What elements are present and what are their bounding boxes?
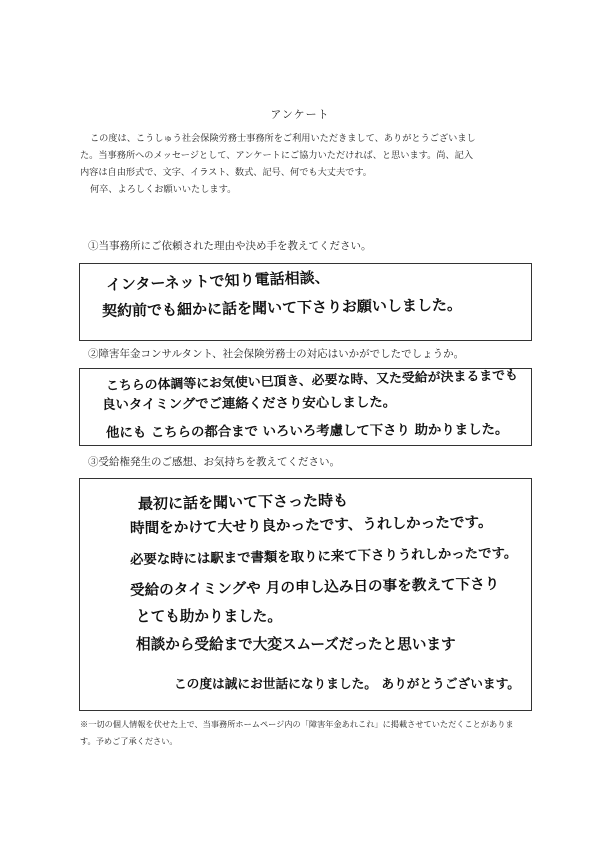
handwritten-line: この度は誠にお世話になりました。 ありがとうございます。 bbox=[174, 676, 520, 691]
handwritten-line: 最初に話を聞いて下さった時も bbox=[137, 491, 349, 513]
handwritten-line: こちらの体調等にお気使い巳頂き、必要な時、又た受給が決まるまでも bbox=[105, 368, 519, 394]
question-3-answer-box[interactable] bbox=[79, 478, 532, 711]
survey-intro bbox=[80, 130, 530, 198]
question-3-label: ③受給権発生のご感想、お気持ちを教えてください。 bbox=[88, 456, 340, 468]
handwritten-line: 相談から受給まで大変スムーズだったと思います bbox=[136, 636, 456, 653]
privacy-footnote bbox=[80, 716, 550, 750]
intro-line: 何卒、よろしくお願いいたします。 bbox=[90, 184, 237, 195]
question-1-label: ①当事務所にご依頼された理由や決め手を教えてください。 bbox=[88, 240, 372, 252]
handwritten-line: 契約前でも細かに話を聞いて下さりお願いしました。 bbox=[101, 295, 463, 320]
handwritten-line: 他にも こちらの都合まで いろいろ考慮して下さり 助かりました。 bbox=[105, 422, 509, 441]
handwritten-line: 時間をかけて大せり良かったです、うれしかったです。 bbox=[129, 513, 493, 537]
handwritten-line: 必要な時には駅まで書類を取りに来て下さりうれしかったです。 bbox=[129, 546, 518, 568]
survey-title: アンケート bbox=[270, 108, 330, 121]
question-1-answer-box[interactable] bbox=[79, 263, 532, 341]
intro-line: 内容は自由形式で、文字、イラスト、数式、記号、何でも大丈夫です。 bbox=[80, 167, 372, 178]
handwritten-line: とても助かりました。 bbox=[136, 608, 282, 625]
question-2-answer-box[interactable] bbox=[79, 368, 532, 446]
handwritten-line: インターネットで知り電話相談、 bbox=[105, 268, 330, 294]
question-2-label: ②障害年金コンサルタント、社会保険労務士の対応はいかがでしたでしょうか。 bbox=[88, 348, 465, 360]
intro-line: た。当事務所へのメッセージとして、アンケートにご協力いただければ、と思います。尚、記入 bbox=[80, 150, 474, 161]
handwritten-line: 良いタイミングでご連絡くださり安心しました。 bbox=[101, 395, 397, 413]
intro-line: この度は、こうしゅう社会保険労務士事務所をご利用いただきまして、ありがとうございまし bbox=[90, 133, 476, 144]
handwritten-line: 受給のタイミングや 月の申し込み日の事を教えて下さり bbox=[129, 575, 500, 599]
footnote-line: ※一切の個人情報を伏せた上で、当事務所ホームページ内の「障害年金あれこれ」に掲載させていただくことがありま bbox=[80, 719, 514, 729]
footnote-line: す。予めご了承ください。 bbox=[80, 736, 178, 746]
